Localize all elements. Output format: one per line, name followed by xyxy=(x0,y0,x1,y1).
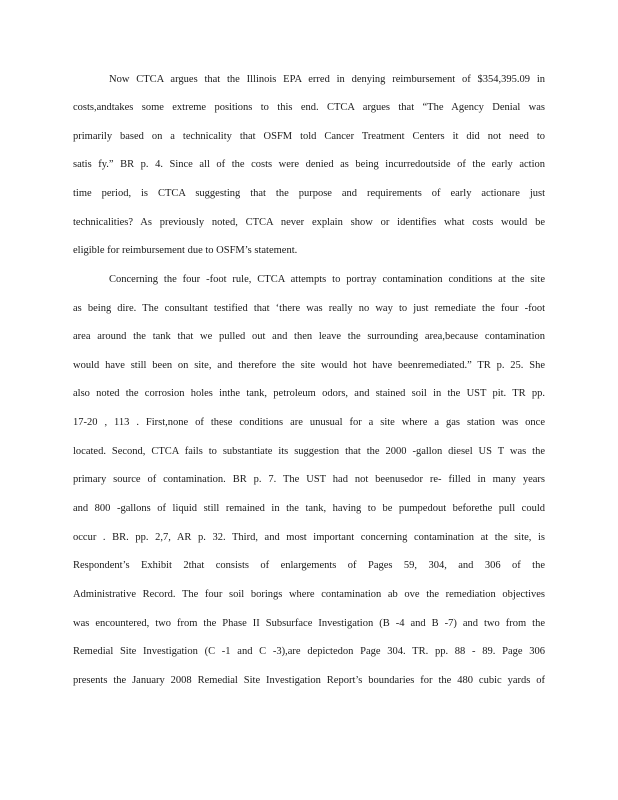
paragraph-2-line-13: was encountered, two from the Phase II Subsurface Investigation (B -4 and B -7) and two from the xyxy=(73,618,545,629)
paragraph-1-line-1: Now CTCA argues that the Illinois EPA erred in denying reimbursement of $354,395.09 in xyxy=(109,74,545,85)
paragraph-2-line-14: Remedial Site Investigation (C -1 and C -3),are depictedon Page 304. TR. pp. 88 - 89. Page 306 xyxy=(73,646,545,657)
paragraph-2-line-9: and 800 -gallons of liquid still remained in the tank, having to be pumpedout beforethe pull could xyxy=(73,503,545,514)
paragraph-2-line-4: would have still been on site, and therefore the site would hot have beenremediated.” TR p. 25. She xyxy=(73,360,545,371)
paragraph-1-line-6: technicalities? As previously noted, CTCA never explain show or identifies what costs would be xyxy=(73,217,545,228)
paragraph-2-line-15: presents the January 2008 Remedial Site Investigation Report’s boundaries for the 480 cubic yards of xyxy=(73,675,545,686)
paragraph-2-line-2: as being dire. The consultant testified that ‘there was really no way to just remediate the four -foot xyxy=(73,303,545,314)
paragraph-1-line-3: primarily based on a technicality that OSFM told Cancer Treatment Centers it did not need to xyxy=(73,131,545,142)
paragraph-2-line-3: area around the tank that we pulled out and then leave the surrounding area,because contamination xyxy=(73,331,545,342)
paragraph-2-line-1: Concerning the four -foot rule, CTCA attempts to portray contamination conditions at the site xyxy=(109,274,545,285)
paragraph-2-line-5: also noted the corrosion holes inthe tank, petroleum odors, and stained soil in the UST pit. TR pp. xyxy=(73,388,545,399)
paragraph-1-line-5: time period, is CTCA suggesting that the purpose and requirements of early actionare just xyxy=(73,188,545,199)
paragraph-2-line-7: located. Second, CTCA fails to substantiate its suggestion that the 2000 -gallon diesel US T was the xyxy=(73,446,545,457)
paragraph-1-line-7: eligible for reimbursement due to OSFM’s statement. xyxy=(73,245,298,256)
paragraph-1-line-4: satis fy.” BR p. 4. Since all of the costs were denied as being incurredoutside of the early action xyxy=(73,159,545,170)
paragraph-2-line-12: Administrative Record. The four soil borings where contamination ab ove the remediation objectives xyxy=(73,589,545,600)
paragraph-1-line-2: costs,andtakes some extreme positions to this end. CTCA argues that “The Agency Denial was xyxy=(73,102,545,113)
paragraph-2-line-6: 17-20 , 113 . First,none of these conditions are unusual for a site where a gas station was once xyxy=(73,417,545,428)
paragraph-2-line-10: occur . BR. pp. 2,7, AR p. 32. Third, and most important concerning contamination at the site, is xyxy=(73,532,545,543)
paragraph-2-line-11: Respondent’s Exhibit 2that consists of enlargements of Pages 59, 304, and 306 of the xyxy=(73,560,545,571)
paragraph-2-line-8: primary source of contamination. BR p. 7. The UST had not beenusedor re- filled in many years xyxy=(73,474,545,485)
